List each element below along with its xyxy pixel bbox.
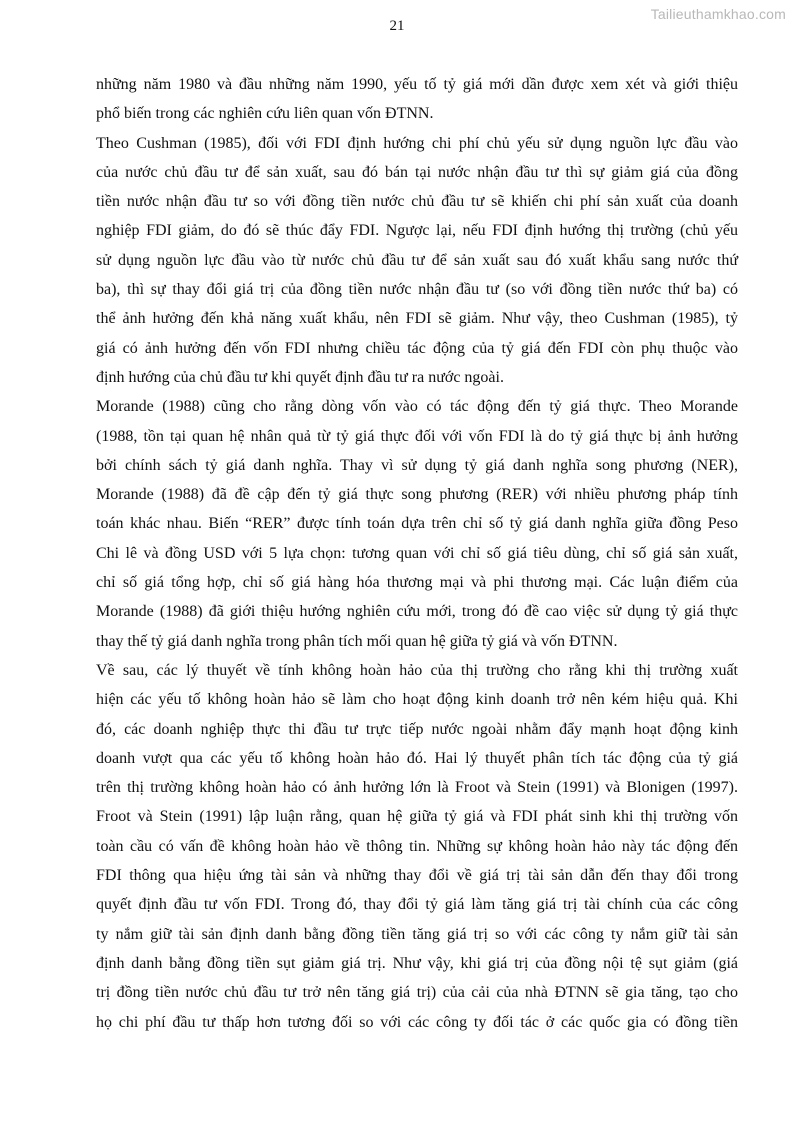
text-line: quyết định đầu tư vốn FDI. Trong đó, thay đổi tỷ giá làm tăng giá trị tài chính của các công: [96, 896, 738, 914]
text-line: thể ảnh hưởng đến khả năng xuất khẩu, nên FDI sẽ giảm. Như vậy, theo Cushman (1985), tỷ: [96, 310, 738, 328]
text-line: Morande (1988) đã đề cập đến tỷ giá thực song phương (RER) với nhiều phương pháp tính: [96, 486, 738, 504]
paragraph-4: [96, 656, 738, 1037]
text-line: toán khác nhau. Biến “RER” được tính toán dựa trên chỉ số tỷ giá danh nghĩa giữa đồng Peso: [96, 515, 738, 533]
paragraph-1: [96, 70, 738, 129]
text-line: đó, các doanh nghiệp thực thi đầu tư trực tiếp nước ngoài nhằm đẩy mạnh hoạt động kinh: [96, 720, 738, 738]
text-line: ba), thì sự thay đổi giá trị của đồng tiền nước nhận đầu tư (so với đồng tiền nước thứ ba) có: [96, 281, 738, 299]
text-line: phổ biến trong các nghiên cứu liên quan vốn ĐTNN.: [96, 105, 434, 123]
text-line: Về sau, các lý thuyết về tính không hoàn hảo của thị trường cho rằng khi thị trường xuất: [96, 661, 738, 679]
text-line: hiện các yếu tố không hoàn hảo sẽ làm cho hoạt động kinh doanh trở nên kém hiệu quả. Khi: [96, 691, 738, 709]
watermark-text: Tailieuthamkhao.com: [650, 6, 786, 22]
page-number: 21: [389, 18, 405, 34]
text-line: sử dụng nguồn lực đầu vào từ nước chủ đầu tư để sản xuất sau đó xuất khẩu sang nước thứ: [96, 251, 738, 269]
text-line: định danh bằng đồng tiền sụt giảm giá trị. Như vậy, khi giá trị của đồng nội tệ sụt giảm (giá: [96, 954, 738, 972]
text-line: ty nắm giữ tài sản định danh bằng đồng tiền tăng giá trị so với các công ty nắm giữ tài sản: [96, 925, 738, 943]
text-line: Theo Cushman (1985), đối với FDI định hướng chi phí chủ yếu sử dụng nguồn lực đầu vào: [96, 134, 738, 152]
text-line: tiền nước nhận đầu tư so với đồng tiền nước chủ đầu tư sẽ khiến chi phí sản xuất của doanh: [96, 193, 738, 211]
text-line: Morande (1988) đã giới thiệu hướng nghiên cứu mới, trong đó đề cao việc sử dụng tỷ giá thực: [96, 603, 738, 621]
document-body: [96, 70, 738, 1037]
text-line: FDI thông qua hiệu ứng tài sản và những thay đổi về giá trị tài sản dẫn đến thay đổi trong: [96, 867, 738, 885]
text-line: Morande (1988) cũng cho rằng dòng vốn vào có tác động đến tỷ giá thực. Theo Morande: [96, 398, 738, 416]
text-line: giá có ảnh hưởng đến vốn FDI nhưng chiều tác động của tỷ giá đến FDI còn phụ thuộc vào: [96, 339, 738, 357]
text-line: trên thị trường không hoàn hảo có ảnh hưởng lớn là Froot và Stein (1991) và Blonigen (1997).: [96, 779, 738, 797]
text-line: định hướng của chủ đầu tư khi quyết định đầu tư ra nước ngoài.: [96, 368, 504, 386]
text-line: Chi lê và đồng USD với 5 lựa chọn: tương quan với chỉ số giá tiêu dùng, chỉ số giá sản xuất,: [96, 544, 738, 562]
text-line: họ chi phí đầu tư thấp hơn tương đối so với các công ty đối tác ở các quốc gia có đồng tiền: [96, 1013, 738, 1031]
text-line: chỉ số giá tổng hợp, chỉ số giá hàng hóa thương mại và phi thương mại. Các luận điểm của: [96, 574, 738, 592]
text-line: Froot và Stein (1991) lập luận rằng, quan hệ giữa tỷ giá và FDI phát sinh khi thị trường vốn: [96, 808, 738, 826]
text-line: (1988, tồn tại quan hệ nhân quả từ tỷ giá thực đối với vốn FDI là do tỷ giá thực bị ảnh hưởng: [96, 427, 738, 445]
text-line: bởi chính sách tỷ giá danh nghĩa. Thay vì sử dụng tỷ giá danh nghĩa song phương (NER),: [96, 456, 738, 474]
text-line: nghiệp FDI giảm, do đó sẽ thúc đẩy FDI. Ngược lại, nếu FDI định hướng thị trường (chủ yếu: [96, 222, 738, 240]
text-line: doanh vượt qua các yếu tố không hoàn hảo đó. Hai lý thuyết phân tích tác động của tỷ giá: [96, 749, 738, 767]
text-line: của nước chủ đầu tư để sản xuất, sau đó bán tại nước nhận đầu tư thì sự giảm giá của đồng: [96, 163, 738, 181]
text-line: thay thế tỷ giá danh nghĩa trong phân tích mối quan hệ giữa tỷ giá và vốn ĐTNN.: [96, 632, 618, 650]
paragraph-3: [96, 392, 738, 656]
paragraph-2: [96, 129, 738, 393]
text-line: những năm 1980 và đầu những năm 1990, yếu tố tỷ giá mới dần được xem xét và giới thiệu: [96, 76, 738, 93]
text-line: trị đồng tiền nước chủ đầu tư trở nên tăng giá trị) của cải của nhà ĐTNN sẽ gia tăng, tạo cho: [96, 984, 738, 1002]
text-line: toàn cầu có vấn đề không hoàn hảo về thông tin. Những sự không hoàn hảo này tác động đến: [96, 837, 738, 855]
